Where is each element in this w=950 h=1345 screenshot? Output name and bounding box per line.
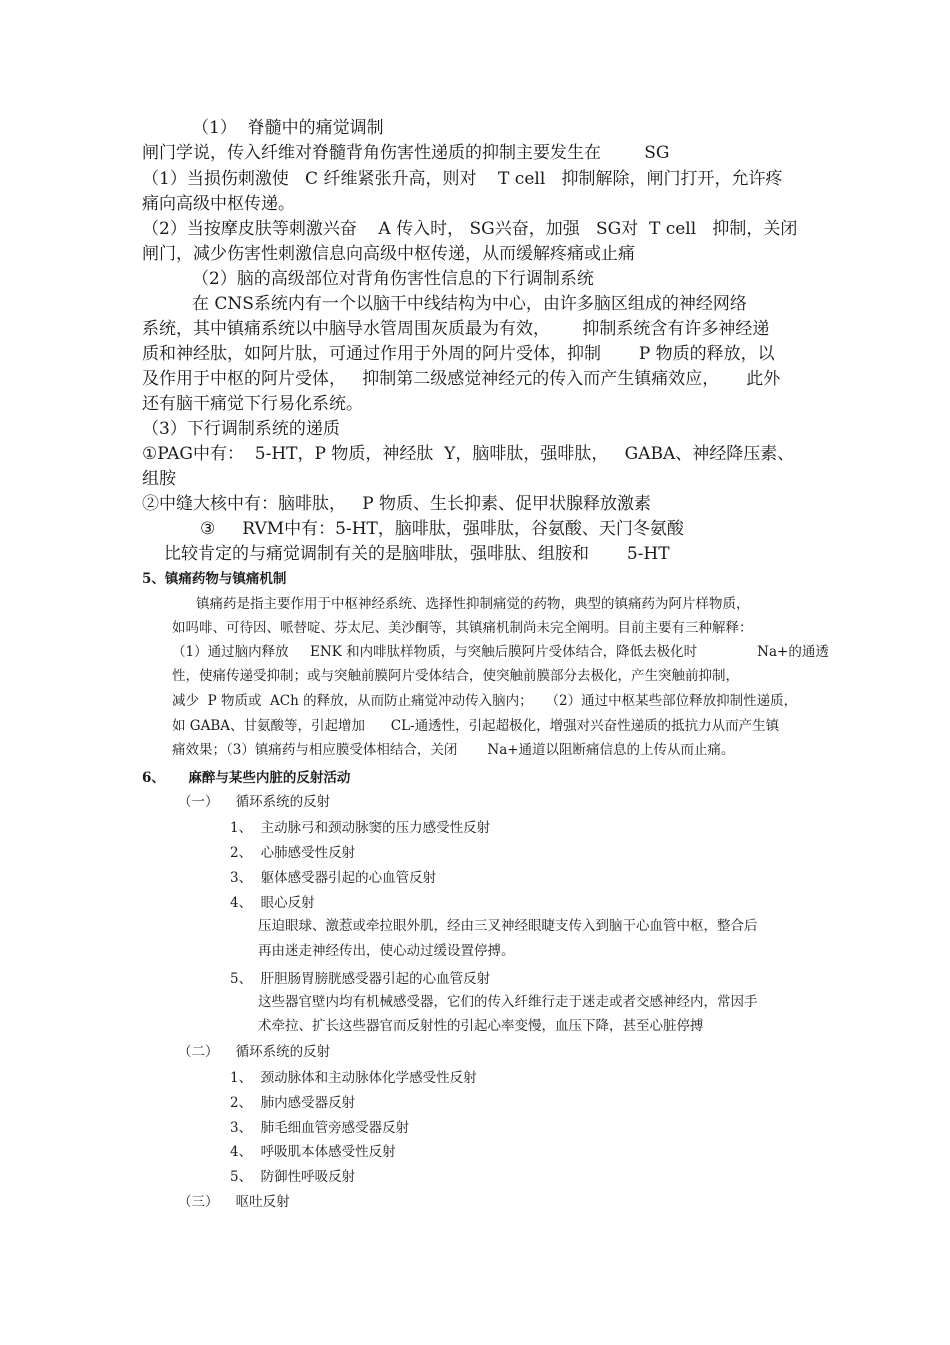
text-line: 组胺: [142, 469, 176, 489]
list-item: 2、 心肺感受性反射: [230, 845, 356, 861]
text-line: （1）当损伤刺激使 C 纤维紧张升高，则对 T cell 抑制解除，闸门打开，允许疼: [142, 169, 783, 189]
text-line: ③ RVM中有：5-HT，脑啡肽，强啡肽，谷氨酸、天门冬氨酸: [200, 519, 684, 539]
text-line: 镇痛药是指主要作用于中枢神经系统、选择性抑制痛觉的药物，典型的镇痛药为阿片样物质，: [196, 596, 750, 612]
text-line: 痛向高级中枢传递。: [142, 194, 295, 214]
subsection-heading-2: （二） 循环系统的反射: [178, 1044, 331, 1060]
text-line: 痛效果；（3）镇痛药与相应膜受体相结合，关闭 Na+通道以阻断痛信息的上传从而止痛。: [172, 742, 735, 758]
text-line: 及作用于中枢的阿片受体， 抑制第二级感觉神经元的传入而产生镇痛效应， 此外: [142, 369, 781, 389]
sub-heading-descending-system: （2）脑的高级部位对背角伤害性信息的下行调制系统: [192, 269, 594, 289]
sub-heading-transmitters: （3）下行调制系统的递质: [142, 419, 340, 439]
text-line: 比较肯定的与痛觉调制有关的是脑啡肽，强啡肽、组胺和 5-HT: [164, 544, 670, 564]
text-line: 闸门，减少伤害性刺激信息向高级中枢传递，从而缓解疼痛或止痛: [142, 244, 635, 264]
subsection-heading-1: （一） 循环系统的反射: [178, 794, 331, 810]
list-item: 3、 躯体感受器引起的心血管反射: [230, 870, 437, 886]
text-line: 减少 P 物质或 ACh 的释放，从而防止痛觉冲动传入脑内； （2）通过中枢某些部位释放抑制性递质，: [172, 693, 798, 709]
text-line: 如 GABA、甘氨酸等，引起增加 CL-通透性，引起超极化，增强对兴奋性递质的抵抗力从而产生镇: [172, 718, 780, 734]
list-item: 3、 肺毛细血管旁感受器反射: [230, 1120, 410, 1136]
text-line: 质和神经肽，如阿片肽，可通过作用于外周的阿片受体，抑制 P 物质的释放，以: [142, 344, 775, 364]
list-item-detail: 再由迷走神经传出，使心动过缓设置停搏。: [258, 943, 515, 959]
list-item-detail: 术牵拉、扩长这些器官而反射性的引起心率变慢，血压下降，甚至心脏停搏: [258, 1018, 704, 1034]
text-line: 如吗啡、可待因、哌替啶、芬太尼、美沙酮等，其镇痛机制尚未完全阐明。目前主要有三种解释：: [172, 620, 753, 636]
sub-heading-spinal-modulation: （1） 脊髓中的痛觉调制: [192, 118, 384, 138]
list-item-detail: 这些器官壁内均有机械感受器，它们的传入纤维行走于迷走或者交感神经内，常因手: [258, 994, 758, 1010]
text-line: 闸门学说，传入纤维对脊髓背角伤害性递质的抑制主要发生在 SG: [142, 143, 670, 163]
list-item: 5、 防御性呼吸反射: [230, 1169, 356, 1185]
text-line: （2）当按摩皮肤等刺激兴奋 A 传入时， SG兴奋，加强 SG对 T cell 抑制，关闭: [142, 219, 798, 239]
text-line: 还有脑干痛觉下行易化系统。: [142, 394, 363, 414]
text-line: ②中缝大核中有：脑啡肽， P 物质、生长抑素、促甲状腺释放激素: [142, 494, 652, 514]
list-item: 2、 肺内感受器反射: [230, 1095, 356, 1111]
list-item-detail: 压迫眼球、激惹或牵拉眼外肌，经由三叉神经眼睫支传入到脑干心血管中枢，整合后: [258, 918, 758, 934]
text-line: ①PAG中有： 5-HT，P 物质，神经肽 Y，脑啡肽，强啡肽， GABA、神经降压素、: [142, 444, 795, 464]
list-item: 1、 颈动脉体和主动脉体化学感受性反射: [230, 1070, 477, 1086]
subsection-heading-3: （三） 呕吐反射: [178, 1194, 290, 1210]
list-item: 4、 呼吸肌本体感受性反射: [230, 1144, 396, 1160]
text-line: 在 CNS系统内有一个以脑干中线结构为中心，由许多脑区组成的神经网络: [192, 294, 747, 314]
text-line: 系统，其中镇痛系统以中脑导水管周围灰质最为有效， 抑制系统含有许多神经递: [142, 319, 770, 339]
list-item: 5、 肝胆肠胃膀胱感受器引起的心血管反射: [230, 971, 491, 987]
section-heading-5: 5、镇痛药物与镇痛机制: [142, 571, 287, 587]
list-item: 4、 眼心反射: [230, 895, 315, 911]
text-line: 性，使痛传递受抑制；或与突触前膜阿片受体结合，使突触前膜部分去极化，产生突触前抑制，: [172, 668, 739, 684]
text-line: （1）通过脑内释放 ENK 和内啡肽样物质，与突触后膜阿片受体结合，降低去极化时 Na+的通透: [172, 644, 829, 660]
list-item: 1、 主动脉弓和颈动脉窦的压力感受性反射: [230, 820, 491, 836]
section-heading-6: 6、 麻醉与某些内脏的反射活动: [142, 770, 351, 786]
